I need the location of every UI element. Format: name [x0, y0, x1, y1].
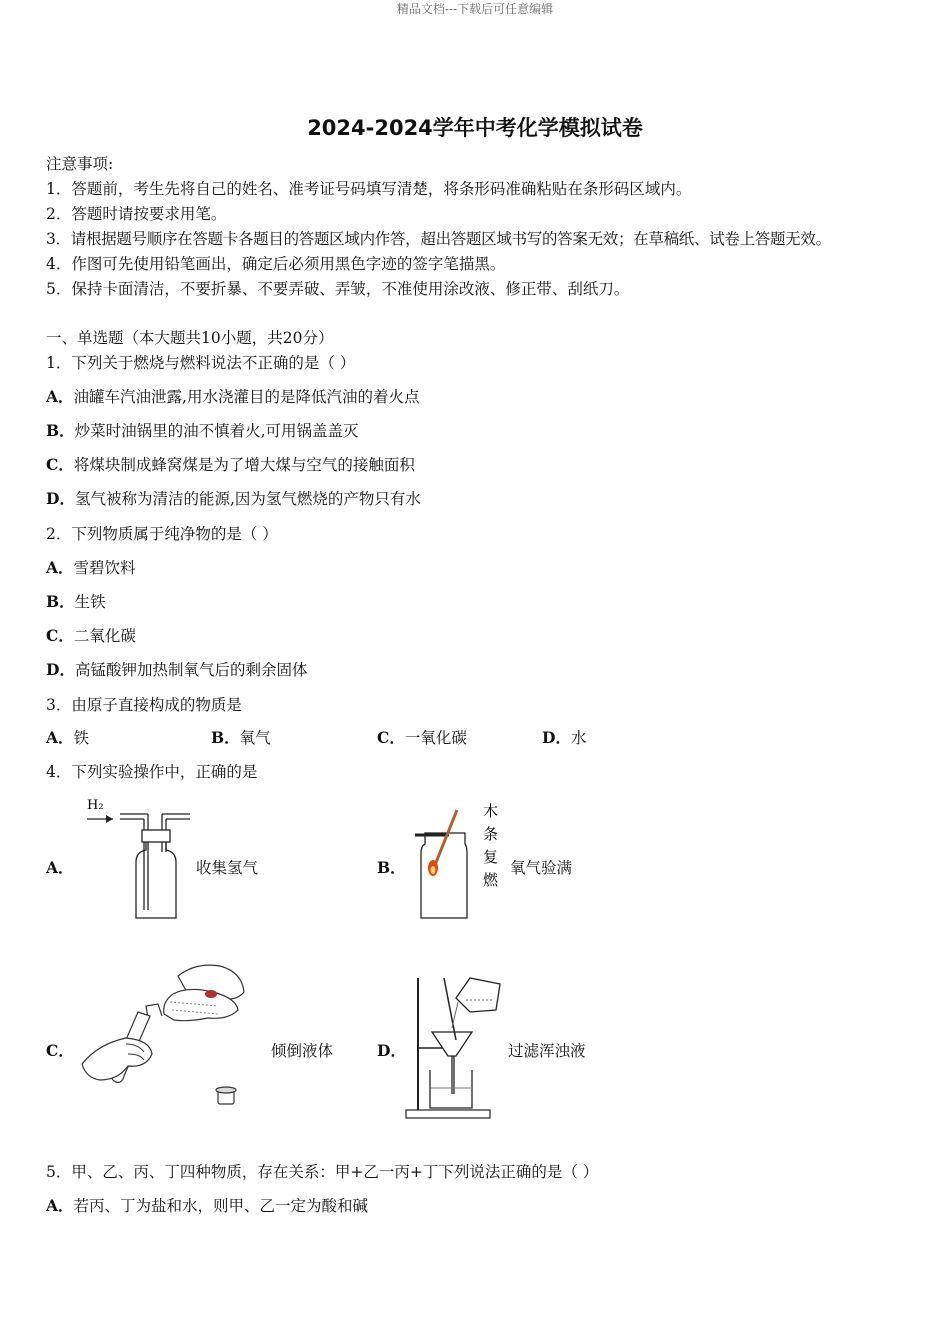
- option-letter: B．: [211, 728, 240, 747]
- option-text: 二氧化碳: [73, 627, 136, 645]
- option-text: 铁: [73, 729, 90, 747]
- option-letter: D．: [46, 489, 75, 508]
- option-text: 雪碧饮料: [73, 559, 136, 577]
- label-char: 复: [483, 848, 499, 866]
- q4-option-d-letter: D．: [377, 1041, 406, 1060]
- q2-option-a: [46, 556, 136, 578]
- q4-option-b-text: 氧气验满: [510, 859, 573, 877]
- option-text: 将煤块制成蜂窝煤是为了增大煤与空气的接触面积: [73, 456, 415, 474]
- option-letter: C．: [377, 728, 405, 747]
- q4-option-a-letter: A．: [46, 858, 74, 877]
- page-title: 2024-2024学年中考化学模拟试卷: [307, 116, 643, 140]
- notice-item: 1．答题前，考生先将自己的姓名、准考证号码填写清楚，将条形码准确粘贴在条形码区域内。: [46, 180, 692, 198]
- q5-option-a: [46, 1194, 368, 1216]
- option-letter: C．: [46, 455, 74, 474]
- option-letter: A．: [46, 387, 74, 406]
- q4-option-c-text: 倾倒液体: [271, 1042, 334, 1060]
- option-letter: A．: [46, 1196, 74, 1215]
- page-header: 精品文档---下载后可任意编辑: [396, 2, 554, 16]
- q5-stem: 5．甲、乙、丙、丁四种物质，存在关系：甲+乙一丙+丁下列说法正确的是（ ）: [46, 1163, 599, 1181]
- q2-option-c: [46, 624, 136, 646]
- q4-option-b-letter: B．: [377, 858, 406, 877]
- filtration-setup-figure: [400, 970, 510, 1128]
- q2-option-b: [46, 590, 106, 612]
- oxygen-test-figure: [405, 798, 505, 924]
- option-letter: D．: [46, 660, 75, 679]
- q1-stem: 1．下列关于燃烧与燃料说法不正确的是（ ）: [46, 354, 356, 372]
- q4-option-c-letter: C．: [46, 1041, 74, 1060]
- option-text: 高锰酸钾加热制氧气后的剩余固体: [74, 661, 308, 679]
- q3-option-b: [211, 726, 271, 748]
- label-char: 燃: [483, 871, 499, 889]
- section-heading: 一、单选题（本大题共10小题，共20分）: [46, 329, 334, 347]
- q3-stem: 3．由原子直接构成的物质是: [46, 696, 242, 714]
- q2-option-d: [46, 658, 307, 680]
- option-letter: A．: [46, 728, 74, 747]
- option-text: 炒菜时油锅里的油不慎着火,可用锅盖盖灭: [74, 422, 359, 440]
- q2-stem: 2．下列物质属于纯净物的是（ ）: [46, 525, 278, 543]
- option-text: 一氧化碳: [404, 729, 467, 747]
- h2-label: H₂: [87, 798, 104, 813]
- label-char: 木: [483, 802, 499, 820]
- gas-collection-bottle-figure: [80, 792, 200, 924]
- notice-item: 5．保持卡面清洁，不要折暴、不要弄破、弄皱，不准使用涂改液、修正带、刮纸刀。: [46, 280, 630, 298]
- option-letter: B．: [46, 421, 75, 440]
- option-text: 水: [570, 729, 587, 747]
- option-text: 氢气被称为清洁的能源,因为氢气燃烧的产物只有水: [74, 490, 421, 508]
- option-text: 油罐车汽油泄露,用水浇灌目的是降低汽油的着火点: [73, 388, 420, 406]
- notice-item: 2．答题时请按要求用笔。: [46, 205, 227, 223]
- option-text: 氧气: [239, 729, 271, 747]
- q4-stem: 4．下列实验操作中，正确的是: [46, 763, 258, 781]
- option-letter: B．: [46, 592, 75, 611]
- option-letter: A．: [46, 558, 74, 577]
- notice-heading: 注意事项:: [46, 155, 114, 173]
- notice-item: 3．请根据题号顺序在答题卡各题目的答题区域内作答，超出答题区域书写的答案无效；在草稿纸、试卷上答题无效。: [46, 230, 831, 248]
- option-letter: C．: [46, 626, 74, 645]
- q1-option-c: [46, 453, 415, 475]
- option-letter: D．: [542, 728, 571, 747]
- q1-option-b: [46, 419, 359, 441]
- q3-option-a: [46, 726, 89, 748]
- option-text: 生铁: [74, 593, 106, 611]
- q1-option-d: [46, 487, 421, 509]
- q3-option-d: [542, 726, 586, 748]
- option-text: 若丙、丁为盐和水，则甲、乙一定为酸和碱: [73, 1197, 369, 1215]
- q4-option-a-text: 收集氢气: [196, 859, 259, 877]
- q1-option-a: [46, 385, 419, 407]
- pouring-liquid-figure: [78, 958, 248, 1110]
- q3-option-c: [377, 726, 467, 748]
- label-char: 条: [483, 825, 499, 843]
- notice-item: 4．作图可先使用铅笔画出，确定后必须用黑色字迹的签字笔描黑。: [46, 255, 506, 273]
- q4-option-d-text: 过滤浑浊液: [508, 1042, 586, 1060]
